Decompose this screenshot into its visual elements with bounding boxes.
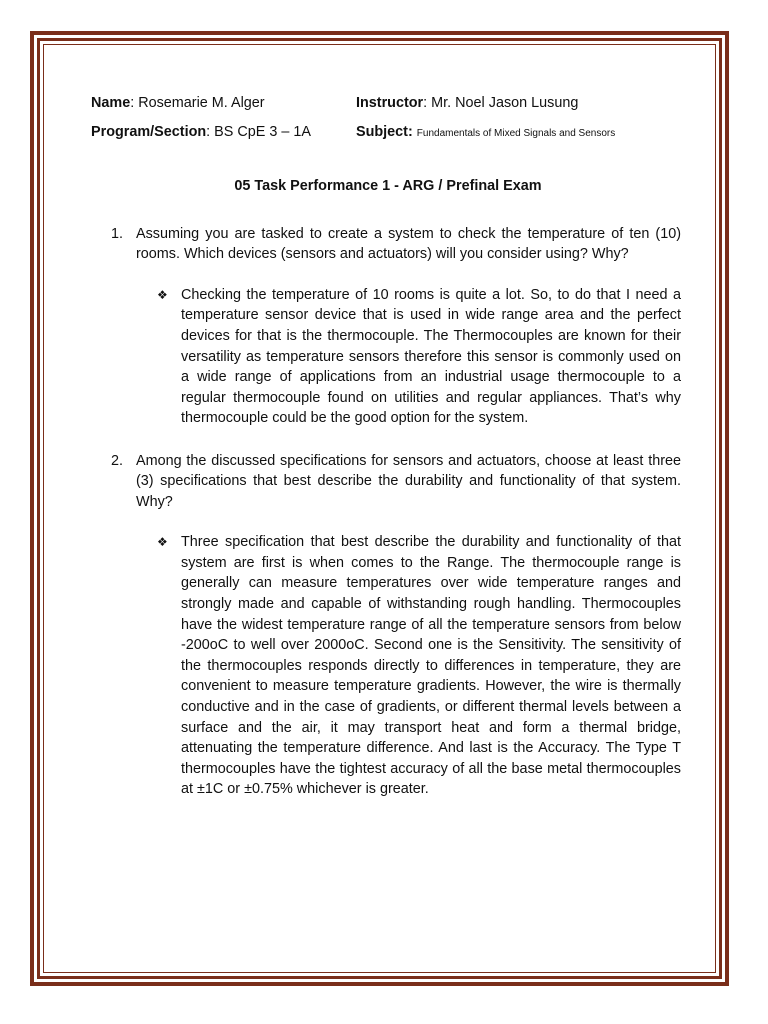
header-row-2 [91,119,681,145]
name-label: Name [91,95,131,111]
instructor-value: : Mr. Noel Jason Lusung [423,95,579,111]
name-field [91,90,265,116]
name-value: : Rosemarie M. Alger [130,95,265,111]
answer-item [157,285,681,429]
answer-text: Checking the temperature of 10 rooms is quite a lot. So, to do that I need a temperature sensor device that is used in wide range area and the perfect devices for that is the thermocouple. The Thermocouples are known for their versatility as temperature sensors therefore this sensor is commonly used on a wide range of applications from an industrial usage thermocouple to a regular thermocouple found on utilities and regular appliances. That’s why thermocouple could be the good option for the system. [181,286,681,427]
answer-text: Three specification that best describe the durability and functionality of that system are first is when comes to the Range. The thermocouple range is generally can measure temperatures over wide temperature ranges and strongly made and capable of withstanding rough handling. Thermocouples have the widest temperature range of all the temperature sensors from below -200oC to well over 2000oC. Second one is the Sensitivity. The sensitivity of the thermocouples responds directly to differences in temperature, they are convenient to measure temperature gradients. However, the wire is thermally conductive and in the case of gradients, or different thermal levels between a surface and the air, it may transport heat and form a thermal bridge, attenuating the temperature difference. And last is the Accuracy. The Type T thermocouples have the tightest accuracy of all the base metal thermocouples at ±1C or ±0.75% whichever is greater. [181,534,681,798]
diamond-bullet-icon: ❖ [157,287,168,302]
question-number: 1. [111,226,124,242]
diamond-bullet-icon: ❖ [157,535,168,550]
subject-label: Subject [356,124,408,140]
question-item [111,451,681,800]
subject-field: Subject: Fundamentals of Mixed Signals and Sensors [356,124,616,140]
answer-item [157,532,681,800]
subject-value: Fundamentals of Mixed Signals and Sensors [416,128,616,139]
instructor-field [356,90,578,116]
question-number: 2. [111,452,124,469]
program-value: : BS CpE 3 – 1A [206,124,311,140]
document-content [91,90,681,800]
question-item [111,224,681,429]
program-field [91,119,311,145]
instructor-label: Instructor [356,95,424,111]
question-text: Among the discussed specifications for sensors and actuators, choose at least three (3) specifications that best describe the durability and functionality of that system. Why? [136,452,681,510]
document-title: 05 Task Performance 1 - ARG / Prefinal Exam [234,178,542,194]
program-label: Program/Section [91,124,207,140]
header-row-1 [91,90,681,116]
question-list [91,224,681,800]
question-text: Assuming you are tasked to create a system to check the temperature of ten (10) rooms. Which devices (sensors and actuators) will you consider using? Why? [136,226,681,263]
